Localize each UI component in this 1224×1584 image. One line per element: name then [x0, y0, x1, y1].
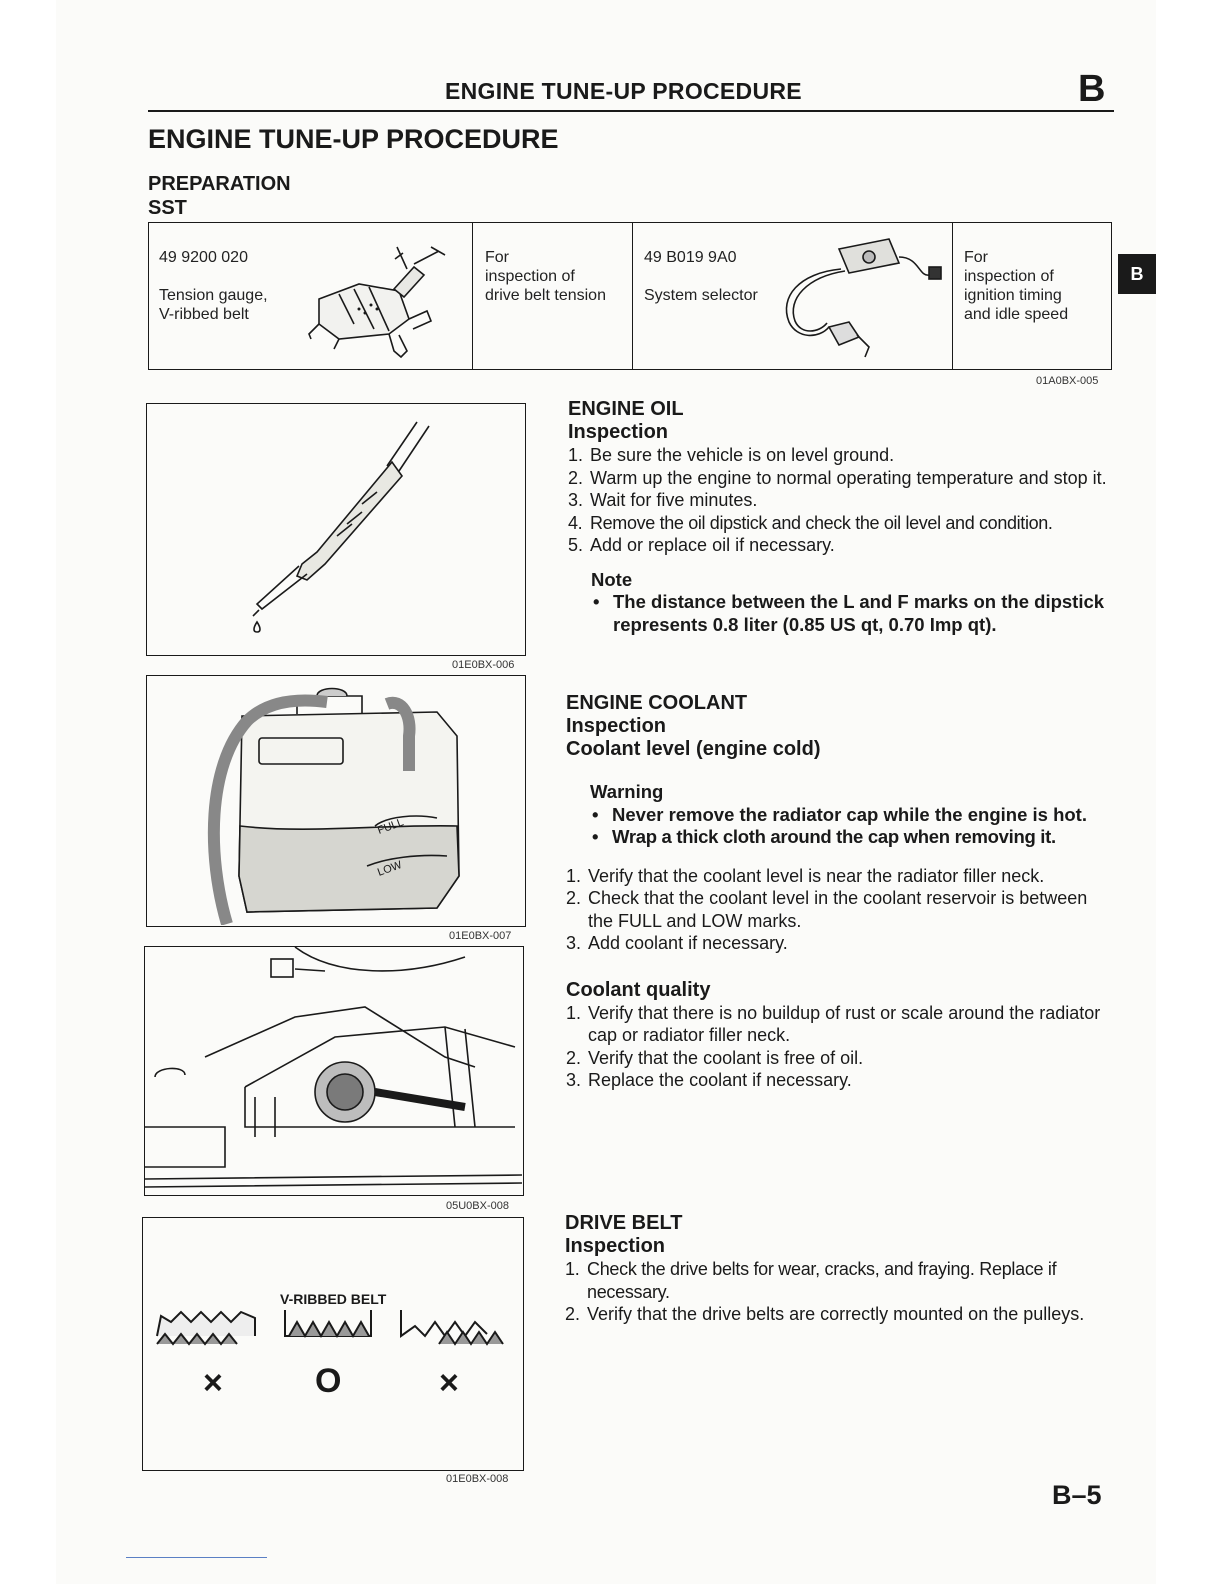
- sst-item-2-partno: 49 B019 9A0: [644, 249, 737, 266]
- note-heading: Note: [591, 568, 633, 590]
- drive-belt-section: [565, 1212, 1113, 1326]
- list-item: 1. Be sure the vehicle is on level ground.: [568, 445, 895, 465]
- section-letter: B: [1078, 68, 1106, 110]
- preparation-heading: [148, 172, 291, 220]
- engine-oil-subheading: Inspection: [568, 421, 669, 443]
- sst-figure-code: 01A0BX-005: [1036, 375, 1099, 387]
- list-item: 1. Verify that the coolant level is near the radiator filler neck.: [566, 865, 1045, 886]
- warning-heading: Warning: [590, 781, 664, 802]
- sst-item-2-purpose: For inspection of ignition timing and idle speed: [964, 249, 1069, 323]
- warning-item: • Wrap a thick cloth around the cap when removing it.: [590, 826, 1112, 849]
- coolant-quality-steps: [566, 1002, 1112, 1092]
- list-item: 2. Verify that the coolant is free of oil.: [566, 1047, 864, 1068]
- list-item: 2. Warm up the engine to normal operating temperature and stop it.: [568, 467, 1107, 488]
- fig4-code: 01E0BX-008: [446, 1473, 509, 1485]
- note-text: • The distance between the L and F marks on the dipstick represents 0.8 liter (0.85 US qt, 0.70 Imp qt).: [591, 591, 1113, 636]
- coolant-level-heading: Coolant level (engine cold): [566, 738, 821, 760]
- belt-mark-correct: O: [315, 1362, 342, 1400]
- engine-coolant-heading: ENGINE COOLANT: [566, 692, 748, 714]
- running-header-title: ENGINE TUNE-UP PROCEDURE: [445, 78, 802, 104]
- table-divider: [952, 223, 953, 369]
- system-selector-illustration: [769, 227, 951, 365]
- belt-mark-incorrect-1: ×: [203, 1364, 223, 1402]
- page-title: ENGINE TUNE-UP PROCEDURE: [148, 124, 559, 154]
- list-item: 3. Add coolant if necessary.: [566, 933, 788, 953]
- drive-belt-heading: DRIVE BELT: [565, 1212, 683, 1234]
- table-divider: [472, 223, 473, 369]
- list-item: 5. Add or replace oil if necessary.: [568, 535, 835, 555]
- list-item: 4. Remove the oil dipstick and check the oil level and condition.: [568, 512, 1053, 533]
- table-divider: [632, 223, 633, 369]
- list-item: 3. Wait for five minutes.: [568, 490, 758, 510]
- page-number: B–5: [1052, 1480, 1102, 1510]
- footer-link-line[interactable]: [126, 1557, 267, 1558]
- sst-title: SST: [148, 197, 187, 219]
- sst-item-2-name: System selector: [644, 287, 758, 304]
- sst-item-1-name: Tension gauge, V-ribbed belt: [159, 287, 268, 323]
- coolant-quality-heading: Coolant quality: [566, 978, 711, 1001]
- engine-oil-note: [568, 569, 1113, 637]
- fig3-code: 05U0BX-008: [446, 1200, 509, 1212]
- preparation-title: PREPARATION: [148, 173, 291, 195]
- engine-oil-heading: ENGINE OIL: [568, 398, 684, 420]
- tension-gauge-illustration: [299, 239, 469, 361]
- engine-oil-steps: [568, 444, 1113, 557]
- list-item: 3. Replace the coolant if necessary.: [566, 1070, 852, 1090]
- coolant-level-steps: [566, 865, 1112, 955]
- coolant-reservoir-figure: [146, 675, 526, 927]
- fig2-full-label: FULL: [375, 816, 406, 837]
- warning-item: • Never remove the radiator cap while the engine is hot.: [590, 804, 1112, 827]
- v-ribbed-belt-figure: [142, 1217, 524, 1471]
- dipstick-illustration: [147, 404, 524, 654]
- belt-mark-incorrect-2: ×: [439, 1364, 459, 1402]
- section-side-tab[interactable]: B: [1118, 254, 1156, 294]
- engine-coolant-section: [566, 692, 1112, 1092]
- sst-item-1-partno: 49 9200 020: [159, 249, 248, 266]
- fig2-low-label: LOW: [375, 858, 404, 879]
- list-item: 2. Verify that the drive belts are correctly mounted on the pulleys.: [565, 1304, 1085, 1324]
- belt-condition-illustration: [143, 1218, 522, 1469]
- engine-oil-section: [568, 398, 1113, 636]
- radiator-cap-figure: [144, 946, 524, 1196]
- coolant-warning: [566, 781, 1112, 849]
- coolant-reservoir-illustration: [147, 676, 524, 925]
- radiator-cap-illustration: [145, 947, 522, 1194]
- list-item: 1. Check the drive belts for wear, cracks, and fraying. Replace if necessary.: [565, 1259, 1057, 1302]
- drive-belt-subheading: Inspection: [565, 1235, 666, 1257]
- sst-item-1-purpose: For inspection of drive belt tension: [485, 249, 606, 304]
- fig2-code: 01E0BX-007: [449, 930, 512, 942]
- list-item: 1. Verify that there is no buildup of rust or scale around the radiator cap or radiator filler neck.: [566, 1002, 1101, 1045]
- sst-table: [148, 222, 1112, 370]
- drive-belt-steps: [565, 1258, 1113, 1326]
- engine-coolant-subheading: Inspection: [566, 715, 667, 737]
- fig1-code: 01E0BX-006: [452, 659, 515, 671]
- header-rule: [148, 110, 1114, 112]
- list-item: 2. Check that the coolant level in the coolant reservoir is between the FULL and LOW marks.: [566, 888, 1088, 931]
- dipstick-figure: [146, 403, 526, 656]
- fig4-title: V-RIBBED BELT: [280, 1291, 387, 1307]
